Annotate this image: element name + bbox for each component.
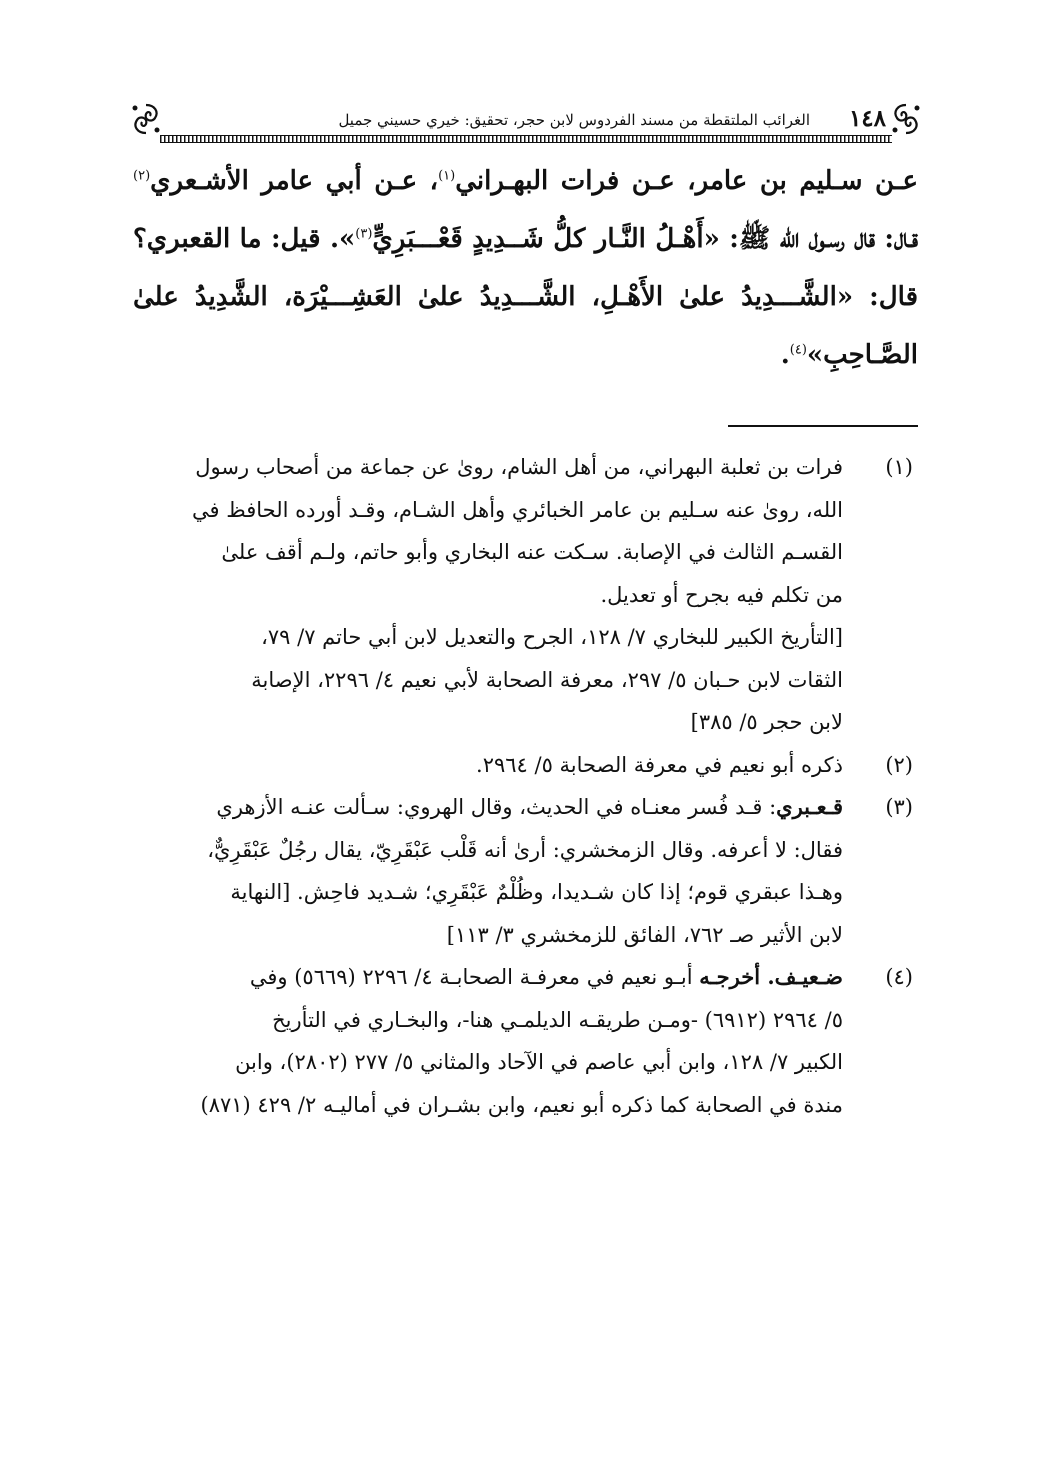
page-number: ١٤٨ bbox=[848, 105, 886, 132]
footnote-line bbox=[135, 786, 843, 829]
footnotes bbox=[135, 446, 913, 1126]
footnote-keyword: قـعـبري bbox=[776, 794, 843, 819]
footnote-ref-1: (١) bbox=[438, 168, 456, 184]
footnote-line: [التأريخ الكبير للبخاري ٧/ ١٢٨، الجرح والتعديل لابن أبي حاتم ٧/ ٧٩، bbox=[261, 625, 843, 649]
footnote-line: لابن الأثير صـ ٧٦٢، الفائق للزمخشري ٣/ ١١٣] bbox=[446, 922, 843, 947]
footnote-line-text: أبـو نعيم في معرفـة الصحابـة ٤/ ٢٢٩٦ (٥٦٦٩) وفي bbox=[249, 965, 700, 989]
footnote-line: من تكلم فيه بجرح أو تعديل. bbox=[600, 582, 843, 607]
hadith-paragraph bbox=[133, 152, 918, 384]
footnote-line: القسـم الثالث في الإصابة. سـكت عنه البخاري وأبو حاتم، ولـم أقف علىٰ bbox=[221, 540, 843, 564]
footnote-line: فرات بن ثعلبة البهراني، من أهل الشام، روىٰ عن جماعة من أصحاب رسول bbox=[195, 455, 843, 479]
narration-text: . bbox=[780, 340, 790, 370]
footnote-number: (٢) bbox=[885, 752, 913, 777]
footnote-line: الله، روىٰ عنه سـليم بن عامر الخبائري وأهل الشـام، وقـد أورده الحافظ في bbox=[192, 497, 843, 522]
main-text bbox=[133, 152, 918, 384]
footnote-line: لابن حجر ٥/ ٣٨٥] bbox=[690, 710, 843, 734]
footnote-line: مندة في الصحابة كما ذكره أبو نعيم، وابن بشـران في أماليـه ٢/ ٤٢٩ (٨٧١) bbox=[200, 1092, 843, 1117]
footnote-2 bbox=[135, 744, 913, 787]
footnote-ref-4: (٤) bbox=[789, 342, 807, 358]
footnote-line: وهـذا عبقري قوم؛ إذا كان شـديدا، وظُلْمٌ عَبْقَرِي؛ شـديد فاحِش. [النهاية bbox=[230, 880, 843, 904]
running-header bbox=[130, 100, 922, 144]
footnote-line: ذكره أبو نعيم في معرفة الصحابة ٥/ ٢٩٦٤. bbox=[476, 752, 843, 777]
footnote-line: فقال: لا أعرفه. وقال الزمخشري: أرىٰ أنه قَلْب عَبْقَرِيّ، يقال رجُلٌ عَبْقَرِيٌّ، bbox=[207, 837, 843, 862]
hadith-text: الشَّـــدِيدُ علىٰ الأَهْـلِ، الشَّـــدِيدُ علىٰ العَشِـــيْرَة، الشَّدِيدُ علىٰ الصَّـاحِبِ bbox=[133, 282, 918, 370]
footnote-keyword: . أخرجـه bbox=[699, 964, 775, 989]
footnote-number: (١) bbox=[885, 455, 913, 479]
header-rule bbox=[160, 135, 892, 143]
footnote-separator bbox=[728, 425, 918, 427]
footnote-number: (٤) bbox=[885, 965, 913, 989]
running-title: الغرائب الملتقطة من مسند الفردوس لابن حجر، تحقيق: خيري حسيني جميل bbox=[338, 111, 810, 129]
footnote-1 bbox=[135, 446, 913, 744]
narration-text: » bbox=[806, 340, 824, 370]
footnote-line: الكبير ٧/ ١٢٨، وابن أبي عاصم في الآحاد والمثاني ٥/ ٢٧٧ (٢٨٠٢)، وابن bbox=[235, 1050, 843, 1074]
narration-text: ». قيل: ما القعبري؟ قال: « bbox=[133, 224, 919, 312]
footnote-line: الثقات لابن حـبان ٥/ ٢٩٧، معرفة الصحابة لأبي نعيم ٤/ ٢٢٩٦، الإصابة bbox=[251, 667, 843, 692]
narration-text: ، عـن أبي عامر الأشـعري bbox=[150, 166, 439, 196]
hadith-text: أَهْـلُ النَّـار كلُّ شَــدِيدٍ قَعْـــبَرِيٍّ bbox=[372, 224, 704, 254]
footnote-line bbox=[135, 956, 843, 999]
footnote-keyword: ضـعيـف bbox=[774, 964, 843, 989]
left-ornament-icon bbox=[130, 102, 162, 136]
footnote-number: (٣) bbox=[885, 795, 913, 819]
footnote-line-text: : قـد فُسر معنـاه في الحديث، وقال الهروي: سـألت عنـه الأزهري bbox=[216, 795, 777, 819]
right-ornament-icon bbox=[890, 102, 922, 136]
narration-text: قـال: قال رسـول الله ﷺ: « bbox=[703, 224, 918, 254]
footnote-4 bbox=[135, 956, 913, 1126]
narration-text: عـن سـليم بن عامر، عـن فرات البهـراني bbox=[455, 166, 918, 196]
footnote-ref-2: (٢) bbox=[133, 168, 151, 184]
footnote-ref-3: (٣) bbox=[355, 226, 373, 242]
footnote-line: ٥/ ٢٩٦٤ (٦٩١٢) -ومـن طريقـه الديلمـي هنا-، والبخـاري في التأريخ bbox=[272, 1007, 843, 1032]
footnote-3 bbox=[135, 786, 913, 956]
